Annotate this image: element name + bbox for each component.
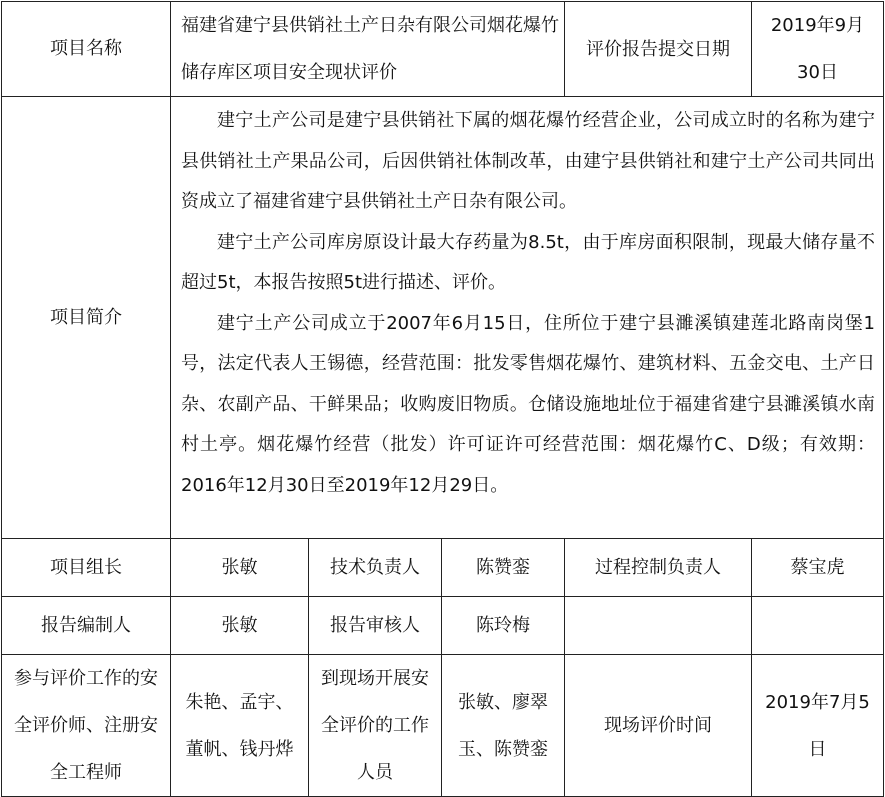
leader-value: 张敏 [171, 539, 309, 597]
onsite-time-value: 2019年7月5日 [752, 655, 884, 797]
project-name-row [2, 2, 884, 97]
project-name-value: 福建省建宁县供销社土产日杂有限公司烟花爆竹储存库区项目安全现状评价 [171, 2, 565, 97]
onsite-staff-value: 张敏、廖翠玉、陈赞銮 [442, 655, 565, 797]
report-row [2, 597, 884, 655]
report-date-value: 2019年9月30日 [752, 2, 884, 97]
project-name-label: 项目名称 [2, 2, 171, 97]
participants-label: 参与评价工作的安全评价师、注册安全工程师 [2, 655, 171, 797]
intro-paragraph: 建宁土产公司是建宁县供销社下属的烟花爆竹经营企业，公司成立时的名称为建宁县供销社土产果品公司，后因供销社体制改革，由建宁县供销社和建宁土产公司共同出资成立了福建省建宁县供销社土产日杂有限公司。 [181, 110, 875, 212]
process-control-value: 蔡宝虎 [752, 539, 884, 597]
participants-value: 朱艳、孟宇、董帆、钱丹烨 [171, 655, 309, 797]
tech-lead-value: 陈赞銮 [442, 539, 565, 597]
onsite-time-label: 现场评价时间 [565, 655, 752, 797]
report-reviewer-label: 报告审核人 [309, 597, 442, 655]
project-intro-content [171, 97, 884, 539]
report-writer-label: 报告编制人 [2, 597, 171, 655]
report-writer-value: 张敏 [171, 597, 309, 655]
empty-cell [752, 597, 884, 655]
process-control-label: 过程控制负责人 [565, 539, 752, 597]
project-intro-label: 项目简介 [2, 97, 171, 539]
tech-lead-label: 技术负责人 [309, 539, 442, 597]
report-date-label: 评价报告提交日期 [565, 2, 752, 97]
team-row [2, 539, 884, 597]
report-reviewer-value: 陈玲梅 [442, 597, 565, 655]
project-info-table [1, 1, 884, 797]
empty-cell [565, 597, 752, 655]
leader-label: 项目组长 [2, 539, 171, 597]
onsite-staff-label: 到现场开展安全评价的工作人员 [309, 655, 442, 797]
project-intro-row [2, 97, 884, 539]
intro-paragraph: 建宁土产公司成立于2007年6月15日，住所位于建宁县濉溪镇建莲北路南岗堡1号，法定代表人王锡德，经营范围：批发零售烟花爆竹、建筑材料、五金交电、土产日杂、农副产品、干鲜果品；收购废旧物质。仓储设施地址位于福建省建宁县濉溪镇水南村土亭。烟花爆竹经营（批发）许可证许可经营范围：烟花爆竹C、D级；有效期：2016年12月30日至2019年12月29日。 [181, 312, 875, 496]
intro-paragraph: 建宁土产公司库房原设计最大存药量为8.5t，由于库房面积限制，现最大储存量不超过5t，本报告按照5t进行描述、评价。 [181, 231, 875, 293]
participants-row [2, 655, 884, 797]
